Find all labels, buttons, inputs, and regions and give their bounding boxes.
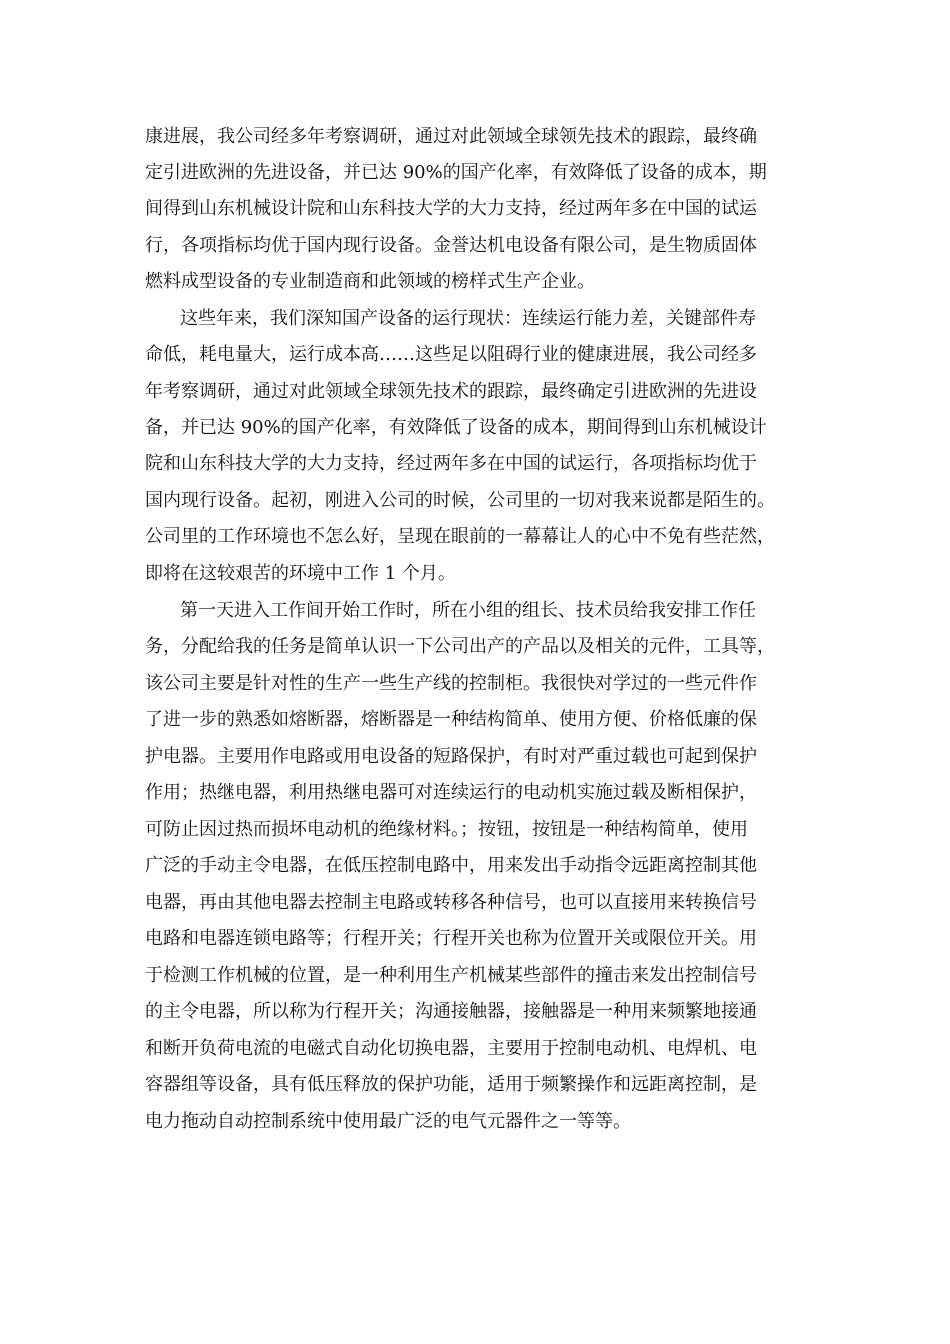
text-line: 定引进欧洲的先进设备，并已达 90%的国产化率，有效降低了设备的成本，期 <box>145 162 767 183</box>
paragraph-first-line: 这些年来，我们深知国产设备的运行现状：连续运行能力差，关键部件寿 <box>180 308 756 329</box>
text-line: 燃料成型设备的专业制造商和此领域的榜样式生产企业。 <box>145 271 595 292</box>
text-line: 康进展，我公司经多年考察调研，通过对此领域全球领先技术的跟踪，最终确 <box>145 126 757 147</box>
text-line: 间得到山东机械设计院和山东科技大学的大力支持，经过两年多在中国的试运 <box>145 198 757 219</box>
text-line: 行，各项指标均优于国内现行设备。金誉达机电设备有限公司，是生物质固体 <box>145 235 757 256</box>
text-line: 的主令电器，所以称为行程开关；沟通接触器，接触器是一种用来频繁地接通 <box>145 1001 757 1022</box>
text-line: 电器，再由其他电器去控制主电路或转移各种信号，也可以直接用来转换信号 <box>145 892 757 913</box>
text-line: 备，并已达 90%的国产化率，有效降低了设备的成本，期间得到山东机械设计 <box>145 417 767 438</box>
text-line: 作用；热继电器，利用热继电器可对连续运行的电动机实施过载及断相保护， <box>145 782 757 803</box>
text-line: 容器组等设备，具有低压释放的保护功能，适用于频繁操作和远距离控制，是 <box>145 1074 757 1095</box>
text-line: 国内现行设备。起初，刚进入公司的时候，公司里的一切对我来说都是陌生的。 <box>145 490 775 511</box>
text-line: 该公司主要是针对性的生产一些生产线的控制柜。我很快对学过的一些元件作 <box>145 673 757 694</box>
text-line: 院和山东科技大学的大力支持，经过两年多在中国的试运行，各项指标均优于 <box>145 453 757 474</box>
text-line: 命低，耗电量大，运行成本高……这些足以阻碍行业的健康进展，我公司经多 <box>145 344 757 365</box>
text-line: 护电器。主要用作电路或用电设备的短路保护，有时对严重过载也可起到保护 <box>145 746 757 767</box>
text-line: 电力拖动自动控制系统中使用最广泛的电气元器件之一等等。 <box>145 1111 631 1132</box>
text-line: 公司里的工作环境也不怎么好，呈现在眼前的一幕幕让人的心中不免有些茫然， <box>145 526 775 547</box>
text-line: 即将在这较艰苦的环境中工作 1 个月。 <box>145 563 456 584</box>
text-line: 广泛的手动主令电器，在低压控制电路中，用来发出手动指令远距离控制其他 <box>145 855 757 876</box>
text-line: 年考察调研，通过对此领域全球领先技术的跟踪，最终确定引进欧洲的先进设 <box>145 381 757 402</box>
text-line: 务，分配给我的任务是简单认识一下公司出产的产品以及相关的元件，工具等， <box>145 636 775 657</box>
text-line: 可防止因过热而损坏电动机的绝缘材料。；按钮，按钮是一种结构简单，使用 <box>145 819 748 840</box>
text-line: 了进一步的熟悉如熔断器，熔断器是一种结构简单、使用方便、价格低廉的保 <box>145 709 757 730</box>
paragraph-first-line: 第一天进入工作间开始工作时，所在小组的组长、技术员给我安排工作任 <box>180 600 756 621</box>
text-line: 于检测工作机械的位置，是一种利用生产机械某些部件的撞击来发出控制信号 <box>145 965 757 986</box>
text-line: 电路和电器连锁电路等；行程开关；行程开关也称为位置开关或限位开关。用 <box>145 928 757 949</box>
text-line: 和断开负荷电流的电磁式自动化切换电器，主要用于控制电动机、电焊机、电 <box>145 1038 757 1059</box>
